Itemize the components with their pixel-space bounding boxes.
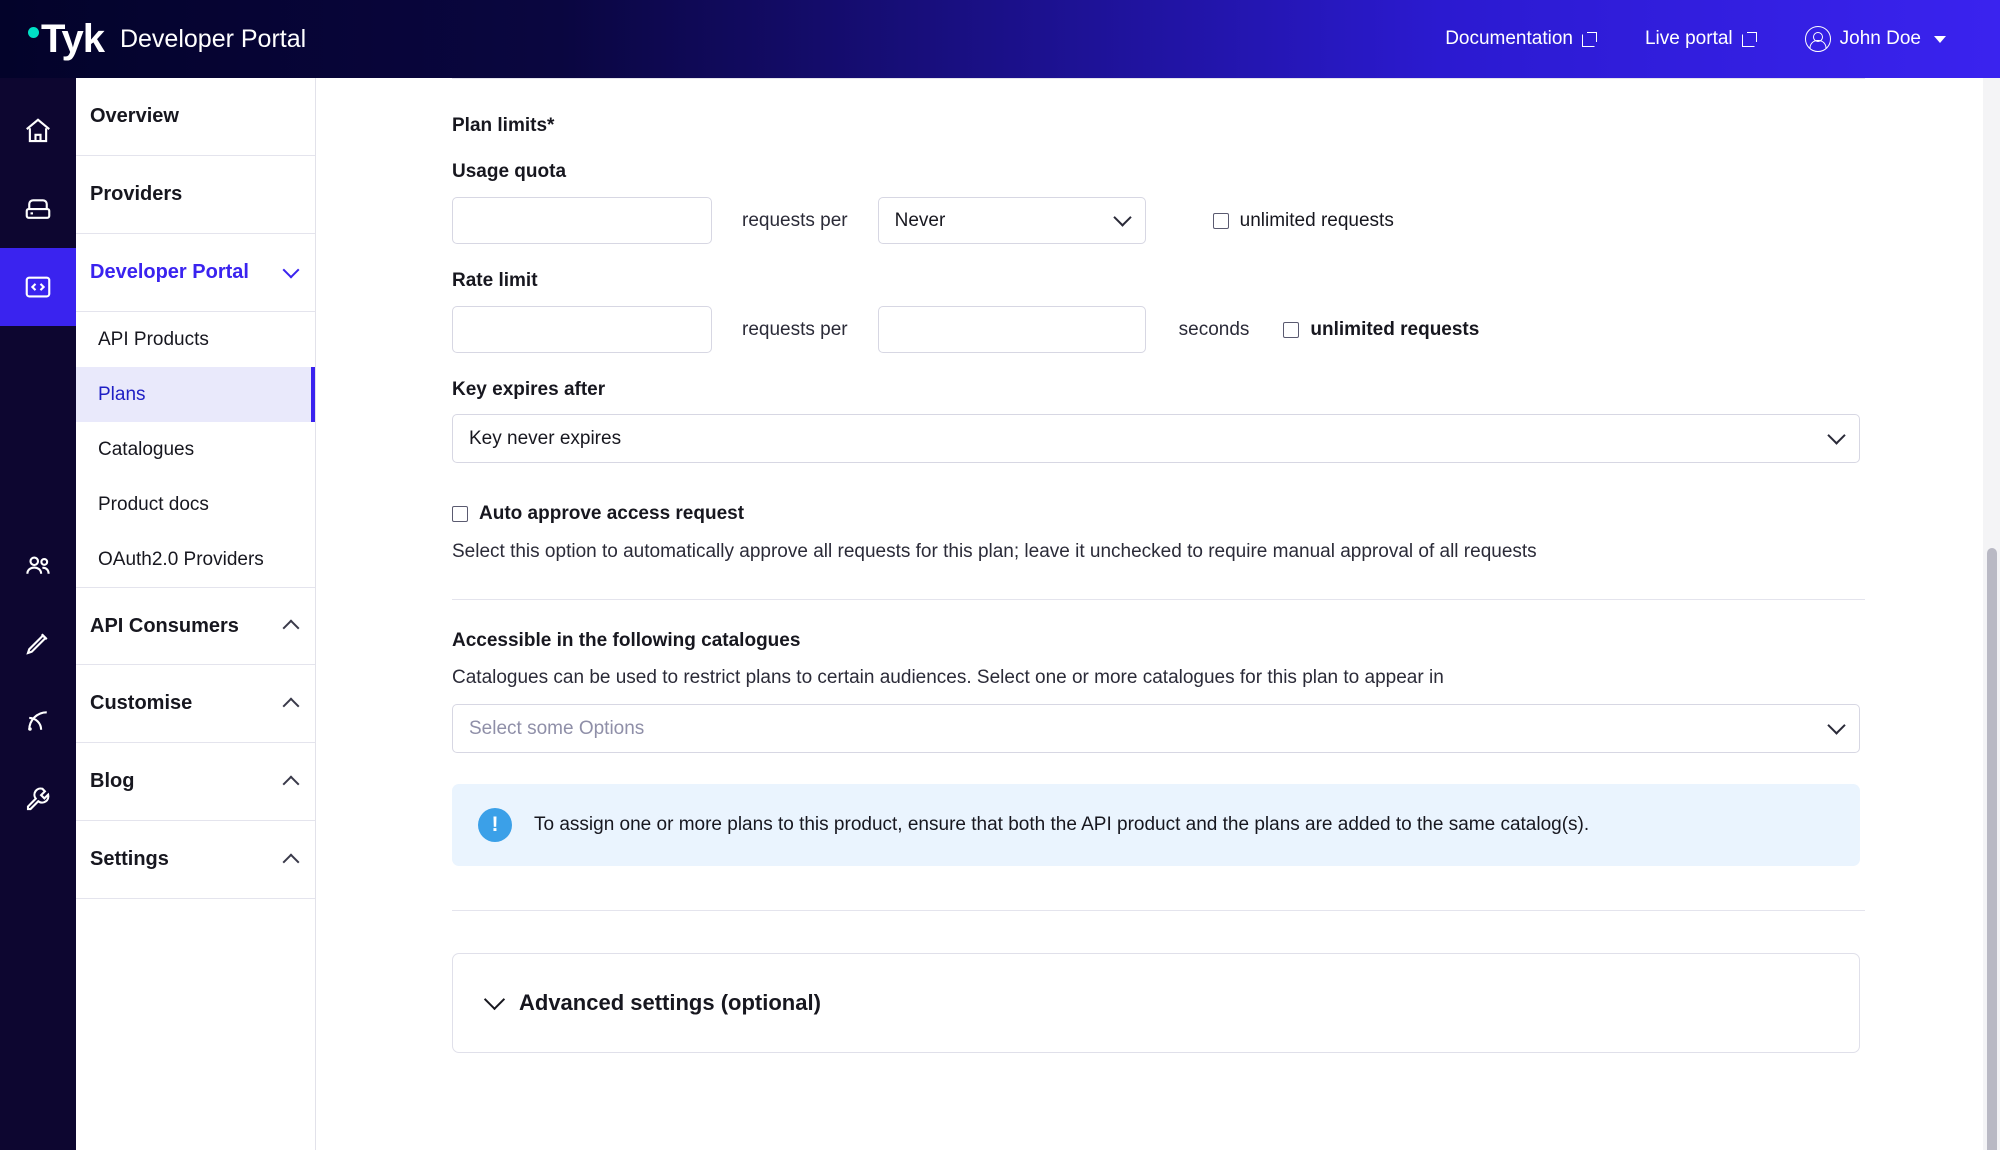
chevron-down-icon bbox=[1934, 36, 1946, 43]
auto-approve-checkbox[interactable] bbox=[452, 503, 1865, 525]
checkbox-icon bbox=[1283, 322, 1299, 338]
chevron-up-icon bbox=[283, 620, 300, 637]
avatar-icon bbox=[1805, 26, 1831, 52]
rail-item-gateways[interactable] bbox=[0, 170, 76, 248]
usage-quota-unlimited-label: unlimited requests bbox=[1239, 209, 1394, 231]
chevron-up-icon bbox=[283, 853, 300, 870]
auto-approve-description: Select this option to automatically approve all requests for this plan; leave it unchecked to require manual approval of all requests bbox=[452, 541, 1537, 562]
logo-dot-icon bbox=[28, 27, 39, 38]
sidebar-item-api-products[interactable] bbox=[76, 312, 315, 367]
rate-limit-unlimited-checkbox[interactable] bbox=[1283, 319, 1479, 341]
usage-quota-label: Usage quota bbox=[452, 161, 567, 182]
advanced-settings-label: Advanced settings (optional) bbox=[519, 990, 821, 1015]
rate-limit-per-input[interactable] bbox=[878, 306, 1146, 353]
design-icon bbox=[23, 628, 53, 658]
sidebar-item-label: Catalogues bbox=[98, 438, 195, 460]
chevron-down-icon bbox=[1827, 426, 1845, 444]
usage-quota-period-value: Never bbox=[894, 209, 946, 231]
key-expiry-select[interactable] bbox=[452, 414, 1860, 463]
developer-portal-icon bbox=[23, 272, 53, 302]
sidebar-item-label: Settings bbox=[90, 848, 169, 870]
sidebar-item-plans[interactable] bbox=[76, 367, 315, 422]
main-content bbox=[317, 78, 2000, 1150]
sidebar-item-customise[interactable] bbox=[76, 665, 315, 743]
chevron-down-icon bbox=[1827, 716, 1845, 734]
chevron-up-icon bbox=[283, 775, 300, 792]
plan-limits-title: Plan limits* bbox=[452, 115, 555, 136]
users-icon bbox=[23, 550, 53, 580]
rate-limit-seconds-label: seconds bbox=[1178, 318, 1250, 340]
sidebar-item-api-consumers[interactable] bbox=[76, 587, 315, 665]
usage-quota-requests-per-label: requests per bbox=[742, 209, 848, 231]
top-bar-actions bbox=[1421, 26, 2000, 52]
usage-quota-period-select[interactable] bbox=[878, 197, 1146, 244]
usage-quota-input[interactable] bbox=[452, 197, 712, 244]
sidebar-item-settings[interactable] bbox=[76, 821, 315, 899]
rail-item-customise[interactable] bbox=[0, 604, 76, 682]
checkbox-icon bbox=[452, 506, 468, 522]
rate-limit-input[interactable] bbox=[452, 306, 712, 353]
key-expiry-label: Key expires after bbox=[452, 379, 606, 400]
user-menu[interactable] bbox=[1781, 26, 1970, 52]
info-note-text: To assign one or more plans to this product, ensure that both the API product and the plans are added to the same catalog(s). bbox=[534, 814, 1590, 835]
checkbox-icon bbox=[1213, 213, 1229, 229]
plan-form bbox=[317, 78, 2000, 1053]
sidebar-item-blog[interactable] bbox=[76, 743, 315, 821]
rail-item-api-consumers[interactable] bbox=[0, 526, 76, 604]
top-bar bbox=[0, 0, 2000, 78]
sidebar-item-developer-portal[interactable] bbox=[76, 234, 315, 312]
sidebar-item-label: Plans bbox=[98, 383, 146, 405]
sidebar-item-catalogues[interactable] bbox=[76, 422, 315, 477]
brand-name: Tyk bbox=[41, 16, 104, 61]
sidebar-item-label: OAuth2.0 Providers bbox=[98, 548, 264, 570]
rate-limit-requests-per-label: requests per bbox=[742, 318, 848, 340]
sidebar-item-label: Blog bbox=[90, 770, 135, 792]
live-portal-link[interactable] bbox=[1621, 28, 1781, 50]
external-link-icon bbox=[1582, 32, 1597, 47]
documentation-label: Documentation bbox=[1445, 28, 1573, 49]
sidebar-item-label: Providers bbox=[90, 183, 183, 205]
live-portal-label: Live portal bbox=[1644, 28, 1733, 49]
chevron-down-icon bbox=[1113, 208, 1131, 226]
sidebar-item-label: API Consumers bbox=[90, 614, 239, 637]
sidebar-item-label: Overview bbox=[90, 105, 179, 127]
rail-item-blog[interactable] bbox=[0, 682, 76, 760]
sidebar-item-label: Product docs bbox=[98, 493, 209, 515]
scrollbar-thumb[interactable] bbox=[1987, 548, 1997, 1150]
sidebar bbox=[76, 78, 316, 1150]
catalogues-select[interactable] bbox=[452, 704, 1860, 753]
sidebar-item-product-docs[interactable] bbox=[76, 477, 315, 532]
info-icon: ! bbox=[478, 808, 512, 842]
tyk-logo bbox=[28, 17, 104, 62]
brand-title: Developer Portal bbox=[119, 24, 307, 53]
brand bbox=[0, 0, 306, 78]
auto-approve-label: Auto approve access request bbox=[479, 503, 745, 524]
chevron-down-icon bbox=[484, 988, 505, 1009]
chevron-up-icon bbox=[283, 697, 300, 714]
sidebar-item-overview[interactable] bbox=[76, 78, 315, 156]
rail-item-home[interactable] bbox=[0, 92, 76, 170]
rate-limit-label: Rate limit bbox=[452, 270, 538, 291]
page-scrollbar[interactable] bbox=[1983, 78, 2000, 1150]
rail-item-settings[interactable] bbox=[0, 760, 76, 838]
advanced-settings-toggle[interactable] bbox=[452, 953, 1860, 1053]
icon-rail bbox=[0, 78, 76, 1150]
tools-icon bbox=[23, 784, 53, 814]
external-link-icon bbox=[1742, 32, 1757, 47]
sidebar-item-oauth2-providers[interactable] bbox=[76, 532, 315, 587]
gateway-icon bbox=[23, 194, 53, 224]
key-expiry-value: Key never expires bbox=[469, 427, 622, 449]
rail-item-developer-portal[interactable] bbox=[0, 248, 76, 326]
user-name: John Doe bbox=[1839, 28, 1921, 49]
catalogues-select-placeholder: Select some Options bbox=[469, 717, 645, 739]
sidebar-item-label: API Products bbox=[98, 328, 209, 350]
home-icon bbox=[23, 116, 53, 146]
info-note bbox=[452, 784, 1860, 866]
catalogues-title: Accessible in the following catalogues bbox=[452, 630, 801, 651]
chevron-down-icon bbox=[283, 262, 300, 279]
rate-limit-unlimited-label: unlimited requests bbox=[1310, 318, 1480, 340]
catalogues-description: Catalogues can be used to restrict plans to certain audiences. Select one or more catalogues for this plan to appear in bbox=[452, 667, 1444, 688]
analytics-icon bbox=[23, 706, 53, 736]
documentation-link[interactable] bbox=[1421, 28, 1621, 50]
sidebar-item-providers[interactable] bbox=[76, 156, 315, 234]
sidebar-item-label: Developer Portal bbox=[90, 261, 249, 283]
usage-quota-unlimited-checkbox[interactable] bbox=[1213, 210, 1394, 232]
sidebar-item-label: Customise bbox=[90, 692, 193, 714]
